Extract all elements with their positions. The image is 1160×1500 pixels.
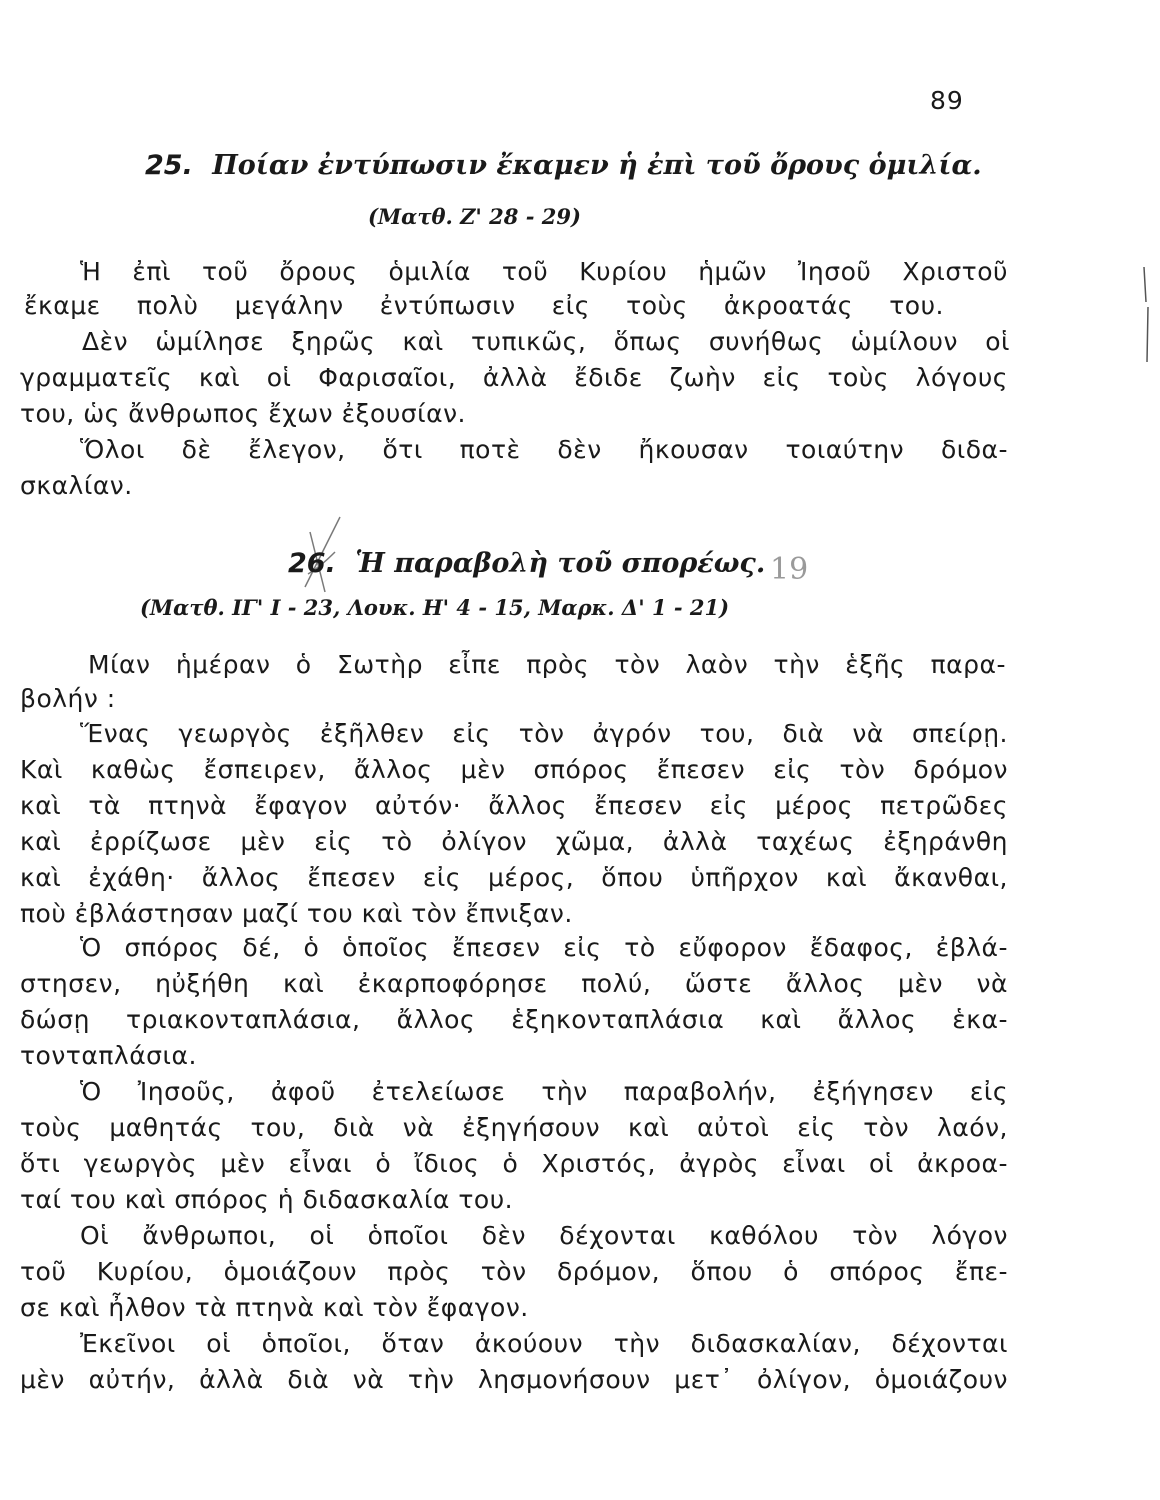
section-25-number: 25.	[145, 150, 193, 181]
text-line: μὲν αὐτήν, ἀλλὰ διὰ νὰ τὴν λησμονήσουν μετ᾿ ὀλίγον, ὁμοιάζουν	[20, 1365, 1008, 1394]
text-line: Δὲν ὡμίλησε ξηρῶς καὶ τυπικῶς, ὅπως συνήθως ὡμίλουν οἱ	[82, 327, 1010, 356]
text-line: Μίαν ἡμέραν ὁ Σωτὴρ εἶπε πρὸς τὸν λαὸν τὴν ἑξῆς παρα-	[88, 650, 1006, 679]
text-line: βολήν :	[20, 684, 116, 713]
text-line: γραμματεῖς καὶ οἱ Φαρισαῖοι, ἀλλὰ ἔδιδε ζωὴν εἰς τοὺς λόγους	[20, 363, 1008, 392]
text-line: ποὺ ἐβλάστησαν μαζί του καὶ τὸν ἔπνιξαν.	[20, 899, 573, 928]
text-line: καὶ τὰ πτηνὰ ἔφαγον αὐτόν· ἄλλος ἔπεσεν εἰς μέρος πετρῶδες	[20, 791, 1008, 820]
margin-note: 19	[770, 552, 809, 587]
section-26-number: 26.	[288, 548, 336, 579]
text-line: Καὶ καθὼς ἔσπειρεν, ἄλλος μὲν σπόρος ἔπεσεν εἰς τὸν δρόμον	[20, 755, 1008, 784]
text-line: τονταπλάσια.	[20, 1041, 197, 1070]
text-line: Ἡ ἐπὶ τοῦ ὄρους ὁμιλία τοῦ Κυρίου ἡμῶν Ἰησοῦ Χριστοῦ	[80, 257, 1008, 286]
text-line: σε καὶ ἦλθον τὰ πτηνὰ καὶ τὸν ἔφαγον.	[20, 1293, 529, 1322]
text-line: σκαλίαν.	[20, 471, 133, 500]
text-line: καὶ ἐρρίζωσε μὲν εἰς τὸ ὀλίγον χῶμα, ἀλλὰ ταχέως ἐξηράνθη	[20, 827, 1008, 856]
text-line: ὅτι γεωργὸς μὲν εἶναι ὁ ἴδιος ὁ Χριστός, ἀγρὸς εἶναι οἱ ἀκροα-	[20, 1149, 1008, 1178]
text-line: στησεν, ηὐξήθη καὶ ἐκαρποφόρησε πολύ, ὥστε ἄλλος μὲν νὰ	[20, 969, 1008, 998]
section-25-title: Ποίαν ἐντύπωσιν ἔκαμεν ἡ ἐπὶ τοῦ ὄρους ὁμιλία.	[212, 150, 982, 181]
section-26-heading	[288, 548, 788, 579]
text-line: Ὁ σπόρος δέ, ὁ ὁποῖος ἔπεσεν εἰς τὸ εὔφορον ἔδαφος, ἐβλά-	[80, 933, 1008, 962]
section-26-title: Ἡ παραβολὴ τοῦ σπορέως.	[355, 548, 766, 579]
page-number: 89	[930, 86, 964, 115]
text-line: του, ὡς ἄνθρωπος ἔχων ἐξουσίαν.	[20, 399, 466, 428]
text-line: ἔκαμε πολὺ μεγάλην ἐντύπωσιν εἰς τοὺς ἀκροατάς του.	[24, 291, 944, 320]
section-25-reference: (Ματθ. Ζ' 28 - 29)	[368, 204, 581, 229]
section-26-reference: (Ματθ. ΙΓ' Ι - 23, Λουκ. Η' 4 - 15, Μαρκ. Δ' 1 - 21)	[140, 595, 730, 620]
text-line: τοῦ Κυρίου, ὁμοιάζουν πρὸς τὸν δρόμον, ὅπου ὁ σπόρος ἔπε-	[20, 1257, 1008, 1286]
text-line: Ὁ Ἰησοῦς, ἀφοῦ ἐτελείωσε τὴν παραβολήν, ἐξήγησεν εἰς	[80, 1077, 1008, 1106]
text-line: καὶ ἐχάθη· ἄλλος ἔπεσεν εἰς μέρος, ὅπου ὑπῆρχον καὶ ἄκανθαι,	[20, 863, 1008, 892]
text-line: δώσῃ τριακονταπλάσια, ἄλλος ἑξηκονταπλάσια καὶ ἄλλος ἑκα-	[20, 1005, 1008, 1034]
text-line: Ἕνας γεωργὸς ἐξῆλθεν εἰς τὸν ἀγρόν του, διὰ νὰ σπείρῃ.	[80, 719, 1008, 748]
scan-edge-mark-icon	[1140, 262, 1158, 372]
text-line: Ἐκεῖνοι οἱ ὁποῖοι, ὅταν ἀκούουν τὴν διδασκαλίαν, δέχονται	[80, 1329, 1008, 1358]
text-line: ταί του καὶ σπόρος ἡ διδασκαλία του.	[20, 1185, 514, 1214]
text-line: Ὅλοι δὲ ἔλεγον, ὅτι ποτὲ δὲν ἤκουσαν τοιαύτην διδα-	[80, 435, 1008, 464]
text-line: τοὺς μαθητάς του, διὰ νὰ ἐξηγήσουν καὶ αὐτοὶ εἰς τὸν λαόν,	[20, 1113, 1008, 1142]
section-25-heading	[145, 150, 982, 181]
text-line: Οἱ ἄνθρωποι, οἱ ὁποῖοι δὲν δέχονται καθόλου τὸν λόγον	[80, 1221, 1008, 1250]
